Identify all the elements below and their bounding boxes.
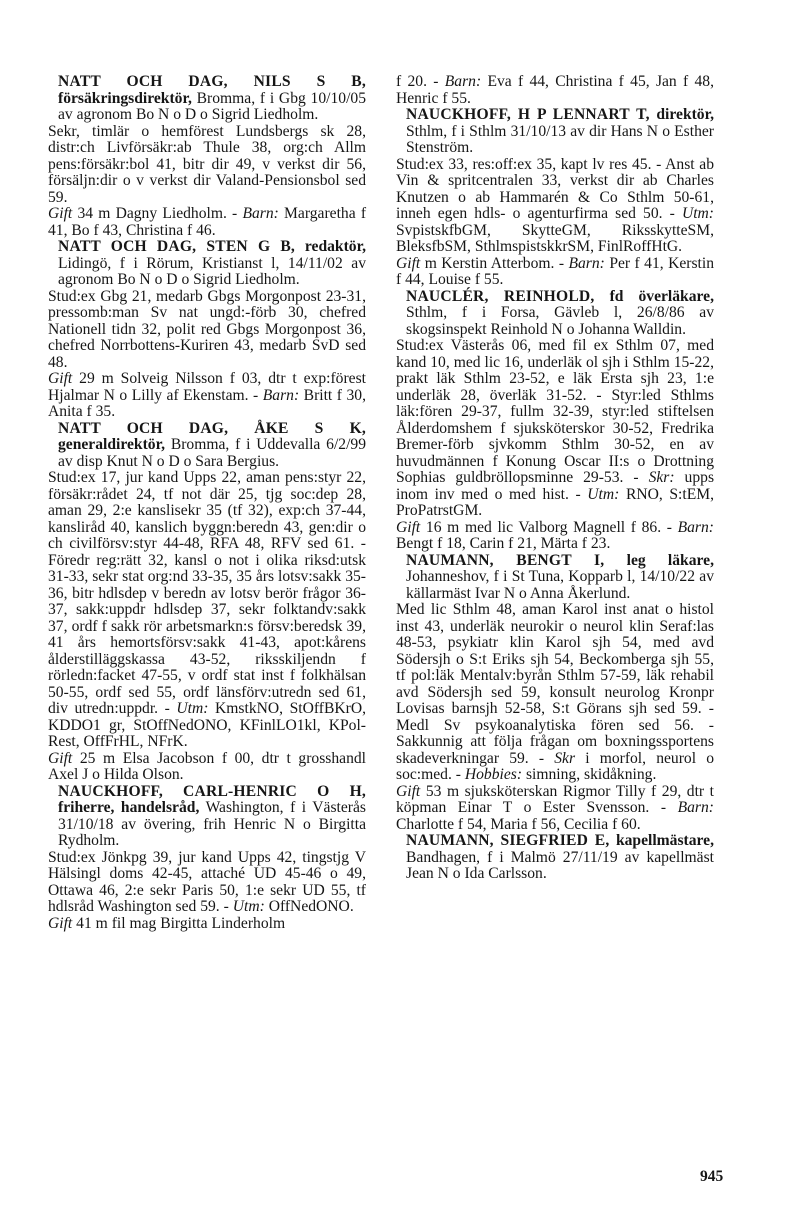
entry-intro: Johanneshov, f i St Tuna, Kopparb l, 14/10/22 av källarmäst Ivar N o Anna Åkerlund. [406,568,714,602]
gift-text: 16 m med lic Valborg Magnell f 86. - [425,518,672,536]
entry-name: NATT OCH DAG, ÅKE S K, [58,419,366,437]
barn-label: Barn: [262,386,300,404]
skr-label: Skr [554,749,576,767]
entry-title: fd överläkare, [609,287,714,305]
barn-label: Barn: [568,254,605,272]
utm-label: Utm: [176,700,209,717]
gift-text: 34 m Dagny Liedholm. - [77,205,238,222]
entry-natt-och-dag-sten [48,239,366,421]
entry-naumann-siegfried [396,833,714,883]
entry-nauckhoff-carl-henric [48,784,366,933]
entry-continuation [396,74,714,107]
continuation-text: f 20. - [396,73,439,90]
gift-label: Gift [48,205,73,222]
skr-text: upps inom inv med o med hist. - [396,469,715,503]
utm-label: Utm: [587,485,620,503]
entry-title: redaktör, [304,238,366,255]
left-column [48,74,366,932]
entry-intro: Bromma, f i Uddevalla 6/2/99 av disp Knut N o D o Sara Bergius. [58,436,366,470]
utm-text: SvpistskfbGM, SkytteGM, RiksskytteSM, BleksfbSM, SthlmspistskkrSM, FinlRoffHtG. [396,221,714,255]
entry-name: NAUCKHOFF, CARL-HENRIC O H, [58,782,366,800]
barn-label: Barn: [444,73,482,90]
barn-text: Margaretha f 41, Bo f 43, Christina f 46. [48,205,367,239]
barn-text: Britt f 30, Anita f 35. [48,386,366,420]
entry-nauckhoff-lennart [396,107,714,289]
entry-intro: Sthlm, f i Sthlm 31/10/13 av dir Hans N o Esther Stenström. [406,122,714,156]
barn-label: Barn: [242,205,279,222]
entry-intro: Washington, f i Västerås 31/10/18 av övering, frih Henric N o Birgitta Rydholm. [58,799,366,849]
barn-text: Charlotte f 54, Maria f 56, Cecilia f 60. [396,815,641,833]
entry-intro: Bromma, f i Gbg 10/10/05 av agronom Bo N o D o Sigrid Liedholm. [58,89,367,123]
gift-label: Gift [396,254,421,272]
gift-label: Gift [48,749,73,767]
gift-label: Gift [396,782,421,800]
entry-naumann-bengt [396,553,714,834]
entry-career: Stud:ex 17, jur kand Upps 22, aman pens:styr 22, försäkr:rådet 24, tf not där 25, tjg soc:dep 28, aman 29, 2:e kanslisekr 35 (tf 32), exp:ch 37-44, kansliråd 40, kanslich byggn:beredn 43, gen:dir o ch civilförsv:styr 44-48, RFA 48, RFV sed 61. - Föredr reg:rätt 32, kansl o not i olika riksd:utsk 31-33, sekr stat org:nd 33-35, 35 års lotsv:sakk 35-36, bitr hdlsdep v beredn av lotsv berör frågor 36-37, sakk:uppdr hdlsdep 37, sekr folktandv:sakk 37, ordf f sakk rör arbetsmarkn:s försv:beredsk 39, 41 års hemortsförsv:sakk 41-43, apot:kårens ålderstilläggskassa 43-52, riksskiljendn f rörledn:facket 47-55, v ordf stat inst f folkhälsan 50-55, ordf sed 55, ordf länsförv:utredn sed 61, div utredn:uppdr. - [48,469,366,717]
entry-name: NAUMANN, BENGT I, [406,551,605,569]
entry-intro: Sthlm, f i Forsa, Gävleb l, 26/8/86 av skogsinspekt Reinhold N o Johanna Walldin. [406,304,714,338]
entry-career: Sekr, timlär o hemförest Lundsbergs sk 28, distr:ch Livförsäkr:ab Thule 38, org:ch Allm pens:försäkr:bol 41, bitr dir 49, v verkst dir 56, försäljn:dir o v verkst dir Valand-Pensionsbol sed 59. [48,122,366,206]
gift-text: 25 m Elsa Jacobson f 00, dtr t grosshandl Axel J o Hilda Olson. [48,749,366,783]
utm-text: KmstkNO, StOffBKrO, KDDO1 gr, StOffNedONO, KFinlLO1kl, KPol-Rest, OffFrHL, NFrK. [48,700,366,750]
entry-title: generaldirektör, [58,436,165,453]
entry-career: Stud:ex Jönkpg 39, jur kand Upps 42, tingstjg V Hälsingl doms 42-45, attaché UD 45-46 o 49, Ottawa 46, 2:e sekr Paris 50, 1:e sekr UD 55, tf hdlsråd Washington sed 59. - [48,848,366,915]
entry-title: försäkringsdirektör, [58,89,192,107]
barn-text: Eva f 44, Christina f 45, Jan f 48, Henric f 55. [396,73,714,107]
utm-label: Utm: [232,898,265,915]
hobbies-label: Hobbies: [464,766,523,783]
gift-text: 53 m sjuksköterskan Rigmor Tilly f 29, dtr t köpman Einar T o Ester Svensson. - [396,782,714,816]
entry-natt-och-dag-ake [48,421,366,784]
entry-title: kapellmästare, [615,832,714,849]
entry-intro: Lidingö, f i Rörum, Kristianst l, 14/11/02 av agronom Bo N o D o Sigrid Liedholm. [58,254,366,288]
entry-name: NATT OCH DAG, STEN G B, [58,238,296,255]
gift-label: Gift [48,370,73,387]
skr-label: Skr: [648,469,675,486]
entry-career: Stud:ex 33, res:off:ex 35, kapt lv res 45. - Anst ab Vin & spritcentralen 33, verkst dir ab Charles Knutzen o ab Hammarén & Co Sthlm 50-61, inneh egen hdls- o agenturfirma sed 50. - [396,155,714,222]
gift-text: 41 m fil mag Birgitta Linderholm [76,914,286,932]
entry-name: NAUCKHOFF, H P LENNART T, [406,106,650,123]
gift-label: Gift [396,518,421,536]
entry-naucler-reinhold [396,289,714,553]
gift-label: Gift [48,914,73,932]
entry-title: direktör, [656,106,714,123]
entry-title: friherre, handelsråd, [58,799,200,816]
skr-text: i morfol, neurol o soc:med. - [396,749,714,783]
page-number: 945 [700,1168,724,1185]
gift-text: m Kerstin Atterbom. - [424,254,565,272]
entry-natt-och-dag-nils [48,74,366,239]
utm-text: RNO, S:tEM, ProPatrstGM. [396,485,714,519]
right-column [396,74,714,883]
entry-career: Stud:ex Västerås 06, med fil ex Sthlm 07, med kand 10, med lic 16, underläk ol sjh i Sthlm 15-22, prakt läk Sthlm 23-52, e läk Ersta sjh 23, 1:e underläk 28, överläk 31-52. - Styr:led Sthlms läk:fören 29-37, fullm 32-39, styr:led stiftelsen Ålderdomshem f sjuksköterskor 30-52, Fredrika Bremer-förb sjvkomm Sthlm 30-52, en av huvudmännen f Konung Oscar II:s o Drottning Sophias guldbröllopsminne 29-53. - [396,337,714,486]
entry-name: NAUCLÉR, REINHOLD, [406,287,595,305]
entry-career: Med lic Sthlm 48, aman Karol inst anat o histol inst 43, underläk neurokir o neurol klin Seraf:las 48-53, psykiatr klin Karol sjh 54, med avd Södersjh o S:t Eriks sjh 54, Beckomberga sjh 55, tf pol:läk Mentalv:byrån Sthlm 57-59, läk rehabil avd Södersjh sed 59, konsult neurolog Kronpr Lovisas barnsjh 52-58, S:t Görans sjh sed 59. - Medl Sv psykoanalytiska fören sed 56. - Sakkunnig att följa frågan om boxningssportens skadeverkningar 59. - [396,601,714,767]
entry-title: leg läkare, [626,551,714,569]
entry-name: NATT OCH DAG, NILS S B, [58,73,366,90]
barn-label: Barn: [677,799,714,816]
barn-text: Bengt f 18, Carin f 21, Märta f 23. [396,535,611,552]
gift-text: 29 m Solveig Nilsson f 03, dtr t exp:förest Hjalmar N o Lilly af Ekenstam. - [48,370,366,404]
barn-text: Per f 41, Kerstin f 44, Louise f 55. [396,254,714,288]
hobbies-text: simning, skidåkning. [525,766,657,783]
utm-text: OffNedONO. [268,898,354,915]
entry-career: Stud:ex Gbg 21, medarb Gbgs Morgonpost 23-31, pressomb:man Sv nat ungd:-förb 30, chefred Nationell tidn 32, polit red Gbgs Morgonpost 36, chefred Norrbottens-Kuriren 43, medarb SvD sed 48. [48,287,366,371]
entry-intro: Bandhagen, f i Malmö 27/11/19 av kapellmäst Jean N o Ida Carlsson. [406,848,714,882]
barn-label: Barn: [677,518,714,536]
utm-label: Utm: [681,205,714,222]
entry-name: NAUMANN, SIEGFRIED E, [406,832,610,849]
